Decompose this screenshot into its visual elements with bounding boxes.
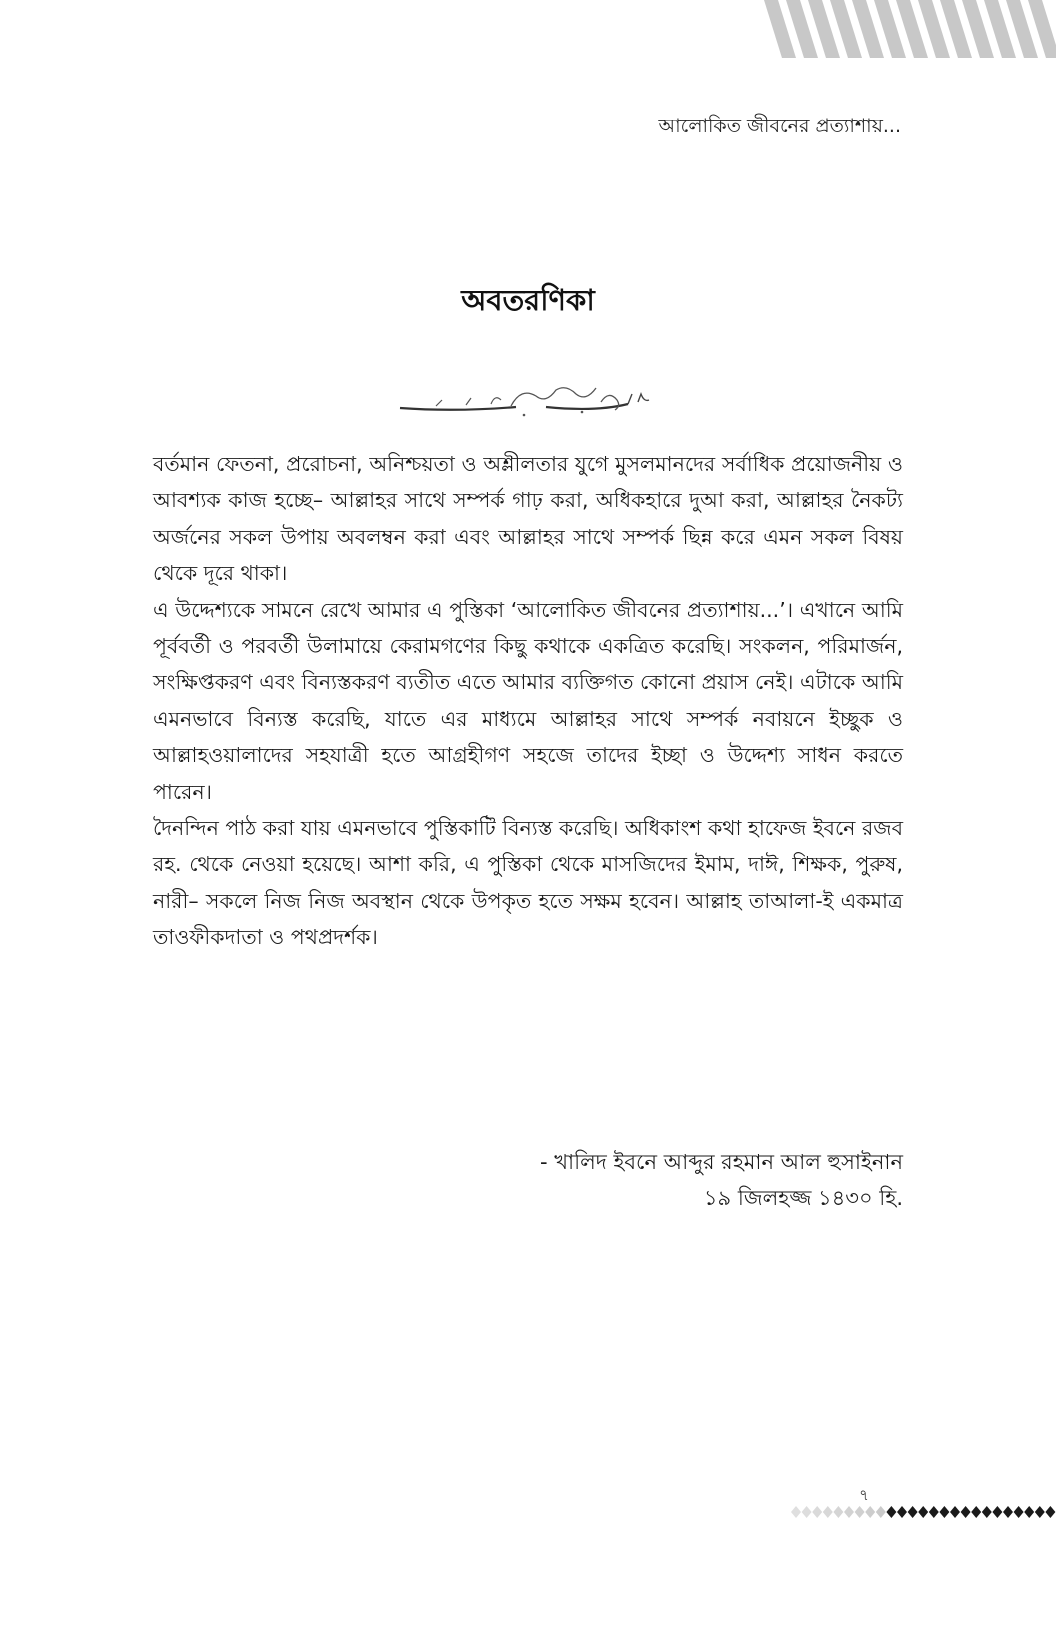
paragraph-2: এ উদ্দেশ্যকে সামনে রেখে আমার এ পুস্তিকা ‘আলোকিত জীবনের প্রত্যাশায়...’। এখানে আমি পূর্ববর্তী ও পরবর্তী উলামায়ে কেরামগণের কিছু কথাকে একত্রিত করেছি। সংকলন, পরিমার্জন, সংক্ষিপ্তকরণ এবং বিন্যস্তকরণ ব্যতীত এতে আমার ব্যক্তিগত কোনো প্রয়াস নেই। এটাকে আমি এমনভাবে বিন্যস্ত করেছি, যাতে এর মাধ্যমে আল্লাহর সাথে সম্পর্ক নবায়নে ইচ্ছুক ও আল্লাহওয়ালাদের সহযাত্রী হতে আগ্রহীগণ সহজে তাদের ইচ্ছা ও উদ্দেশ্য সাধন করতে পারেন। bbox=[153, 597, 903, 804]
diamond-dot bbox=[855, 1506, 865, 1518]
diamond-dot bbox=[971, 1506, 981, 1518]
diamond-dot bbox=[1003, 1506, 1013, 1518]
diamond-dot bbox=[908, 1506, 918, 1518]
diamond-dot bbox=[992, 1506, 1002, 1518]
diamond-dot bbox=[897, 1506, 907, 1518]
diamond-dot bbox=[1024, 1506, 1034, 1518]
diamond-dot bbox=[1035, 1506, 1045, 1518]
signature-date: ১৯ জিলহজ্জ ১৪৩০ হি. bbox=[703, 1186, 903, 1210]
signature-block bbox=[540, 1144, 903, 1216]
diamond-dot bbox=[812, 1506, 822, 1518]
body-text bbox=[153, 446, 903, 956]
diamond-dot bbox=[982, 1506, 992, 1518]
diamond-dot bbox=[865, 1506, 875, 1518]
corner-stripes-decoration bbox=[756, 0, 1056, 58]
diamond-dot bbox=[876, 1506, 886, 1518]
diamond-dot bbox=[886, 1506, 896, 1518]
paragraph-3: দৈনন্দিন পাঠ করা যায় এমনভাবে পুস্তিকাটি বিন্যস্ত করেছি। অধিকাংশ কথা হাফেজ ইবনে রজব রহ. থেকে নেওয়া হয়েছে। আশা করি, এ পুস্তিকা থেকে মাসজিদের ইমাম, দাঈ, শিক্ষক, পুরুষ, নারী– সকলে নিজ নিজ অবস্থান থেকে উপকৃত হতে সক্ষম হবেন। আল্লাহ তাআলা-ই একমাত্র তাওফীকদাতা ও পথপ্রদর্শক। bbox=[153, 816, 903, 950]
diamond-dot bbox=[950, 1506, 960, 1518]
paragraph-1: বর্তমান ফেতনা, প্ররোচনা, অনিশ্চয়তা ও অশ্লীলতার যুগে মুসলমানদের সর্বাধিক প্রয়োজনীয় ও আবশ্যক কাজ হচ্ছে– আল্লাহর সাথে সম্পর্ক গাঢ় করা, অধিকহারে দুআ করা, আল্লাহর নৈকট্য অর্জনের সকল উপায় অবলম্বন করা এবং আল্লাহর সাথে সম্পর্ক ছিন্ন করে এমন সকল বিষয় থেকে দূরে থাকা। bbox=[153, 452, 903, 586]
diamond-dot bbox=[1045, 1506, 1055, 1518]
diamond-dot bbox=[802, 1506, 812, 1518]
diamond-dot bbox=[844, 1506, 854, 1518]
diamond-dot bbox=[1014, 1506, 1024, 1518]
diamond-dot bbox=[939, 1506, 949, 1518]
running-header: আলোকিত জীবনের প্রত্যাশায়... bbox=[658, 115, 901, 137]
basmala-icon bbox=[396, 382, 666, 422]
diamond-dot bbox=[823, 1506, 833, 1518]
diamond-dot bbox=[918, 1506, 928, 1518]
author-name: - খালিদ ইবনে আব্দুর রহমান আল হুসাইনান bbox=[539, 1150, 903, 1174]
page-number: ৭ bbox=[859, 1486, 869, 1504]
page-title: অবতরণিকা bbox=[461, 283, 595, 317]
diamond-dot bbox=[929, 1506, 939, 1518]
diamond-dot bbox=[833, 1506, 843, 1518]
diamond-dot-row-decoration bbox=[790, 1503, 1056, 1521]
diamond-dot bbox=[791, 1506, 801, 1518]
diamond-dot bbox=[961, 1506, 971, 1518]
